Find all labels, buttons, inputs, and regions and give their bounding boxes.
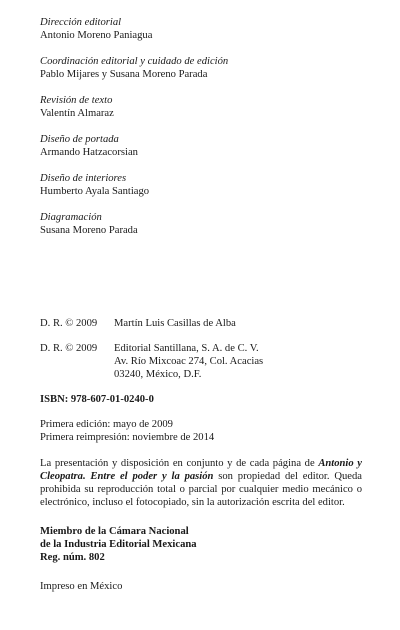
credit-role: Revisión de texto	[40, 95, 113, 106]
first-edition: Primera edición: mayo de 2009	[40, 419, 173, 430]
edition-info	[40, 418, 362, 444]
credit-text-revision	[40, 94, 362, 120]
credit-name: Antonio Moreno Paniagua	[40, 30, 153, 41]
credit-editorial-direction	[40, 16, 362, 42]
credit-name: Pablo Mijares y Susana Moreno Parada	[40, 69, 208, 80]
member-line-1: Miembro de la Cámara Nacional	[40, 526, 189, 537]
copyright-lead: D. R. © 2009	[40, 343, 98, 354]
credit-role: Diseño de portada	[40, 134, 119, 145]
copyright-holder: Martín Luis Casillas de Alba	[114, 318, 236, 329]
copyright-author	[40, 317, 362, 330]
isbn: ISBN: 978-607-01-0240-0	[40, 394, 154, 405]
copyright-publisher	[40, 342, 362, 381]
credit-role: Coordinación editorial y cuidado de edición	[40, 56, 229, 67]
registration-number: Reg. núm. 802	[40, 552, 105, 563]
credit-name: Susana Moreno Parada	[40, 225, 138, 236]
chamber-membership	[40, 525, 362, 564]
credit-cover-design	[40, 133, 362, 159]
publisher-city: 03240, México, D.F.	[114, 369, 202, 380]
credit-role: Diagramación	[40, 212, 102, 223]
first-reprint: Primera reimpresión: noviembre de 2014	[40, 432, 215, 443]
credit-name: Armando Hatzacorsian	[40, 147, 138, 158]
credit-name: Valentín Almaraz	[40, 108, 114, 119]
publisher-street: Av. Río Mixcoac 274, Col. Acacias	[114, 356, 264, 367]
rights-text-before: La presentación y disposición en conjunto y de cada página de	[40, 458, 319, 469]
credits-list	[40, 16, 362, 250]
rights-text-after: son propiedad del editor. Queda prohibida su reproducción total o parcial por cualquier medio mecánico o electrónico, incluso el fotocopiado, sin la autorización escrita del editor.	[40, 471, 362, 508]
credit-editorial-coordination	[40, 55, 362, 81]
book-title: Antonio y Cleopatra. Entre el poder y la pasión	[40, 458, 363, 482]
credit-role: Dirección editorial	[40, 17, 122, 28]
rights-notice	[40, 457, 362, 509]
copyright-lead: D. R. © 2009	[40, 318, 98, 329]
credit-layout	[40, 211, 362, 237]
member-line-2: de la Industria Editorial Mexicana	[40, 539, 197, 550]
credit-interior-design	[40, 172, 362, 198]
credit-name: Humberto Ayala Santiago	[40, 186, 150, 197]
credit-role: Diseño de interiores	[40, 173, 127, 184]
printed-in: Impreso en México	[40, 581, 123, 592]
publisher-address	[114, 342, 362, 381]
publisher-name: Editorial Santillana, S. A. de C. V.	[114, 343, 259, 354]
